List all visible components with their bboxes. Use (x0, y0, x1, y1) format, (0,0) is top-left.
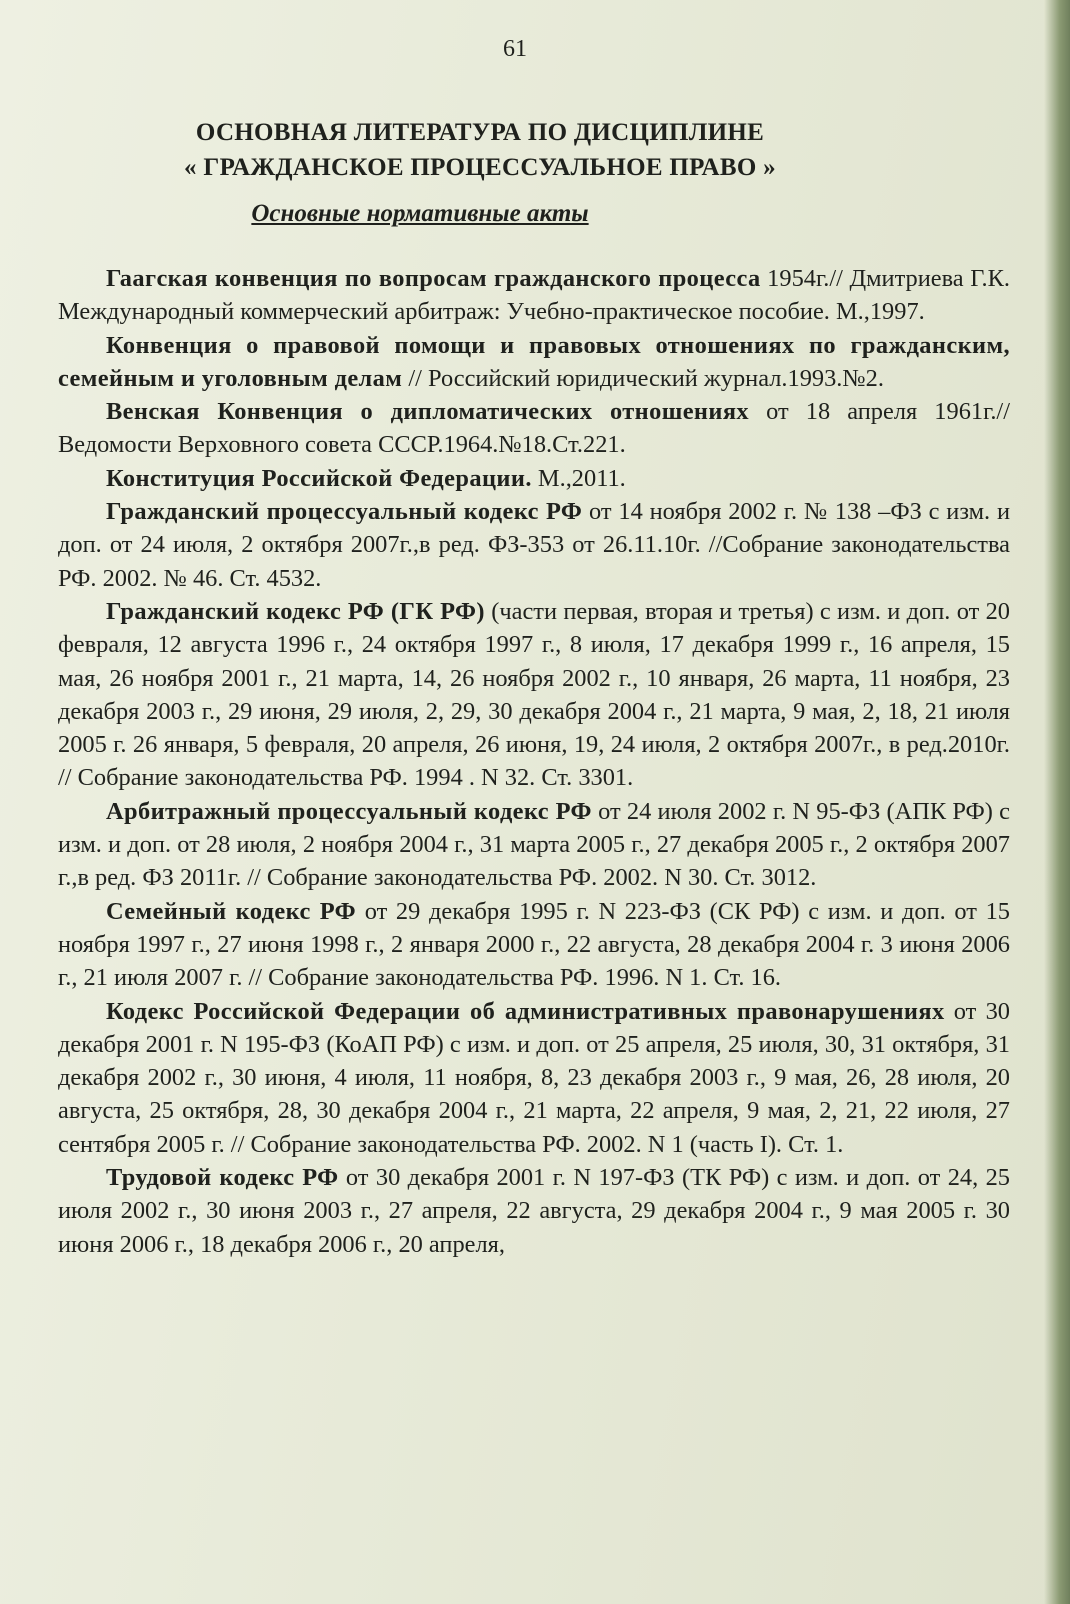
reference-details: М.,2011. (531, 464, 626, 492)
reference-details: от 24 июля 2002 г. N 95-ФЗ (АПК РФ) с изм. и доп. от 28 июля, 2 ноября 2004 г., 31 марта 2005 г., 27 декабря 2005 г., 2 октября 2007 г.,в ред. ФЗ 2011г. // Собрание законодательства РФ. 2002. N 30. Ст. 3012. (58, 797, 1011, 892)
reference-entry (58, 495, 1010, 595)
reference-entry (58, 895, 1010, 995)
reference-title: Трудовой кодекс РФ (106, 1164, 339, 1192)
references-list (58, 262, 1010, 1261)
section-heading: Основные нормативные акты (251, 200, 589, 227)
reference-title: Конвенция о правовой помощи и правовых отношениях по гражданским, семейным и уголовным делам (58, 331, 1010, 392)
reference-entry (58, 462, 1010, 495)
reference-details: от 18 апреля 1961г.// Ведомости Верховного совета СССР.1964.№18.Ст.221. (58, 398, 1010, 459)
page-title (110, 115, 850, 185)
reference-entry (58, 595, 1010, 795)
reference-entry (58, 395, 1010, 462)
reference-entry (58, 262, 1010, 329)
reference-title: Гражданский процессуальный кодекс РФ (106, 498, 583, 526)
reference-entry (58, 795, 1010, 895)
reference-entry (58, 995, 1010, 1161)
reference-details: от 30 декабря 2001 г. N 197-ФЗ (ТК РФ) с изм. и доп. от 24, 25 июля 2002 г., 30 июня 2003 г., 27 апреля, 22 августа, 29 декабря 2004 г., 9 мая 2005 г. 30 июня 2006 г., 18 декабря 2006 г., 20 апреля, (58, 1164, 1011, 1258)
page-title-line-1: ОСНОВНАЯ ЛИТЕРАТУРА ПО ДИСЦИПЛИНЕ (195, 119, 765, 146)
page-number: 61 (503, 36, 527, 62)
reference-title: Арбитражный процессуальный кодекс РФ (106, 797, 592, 825)
reference-title: Венская Конвенция о дипломатических отношениях (106, 398, 750, 426)
reference-title: Кодекс Российской Федерации об административных правонарушениях (106, 997, 945, 1025)
reference-title: Семейный кодекс РФ (106, 897, 357, 925)
reference-entry (58, 1161, 1010, 1261)
page-edge-shadow (1044, 0, 1070, 1604)
reference-title: Гаагская конвенция по вопросам гражданского процесса (106, 265, 761, 292)
reference-details: от 30 декабря 2001 г. N 195-ФЗ (КоАП РФ) с изм. и доп. от 25 апреля, 25 июля, 30, 31 октября, 31 декабря 2002 г., 30 июня, 4 июля, 11 ноября, 8, 23 декабря 2003 г., 9 мая, 26, 28 июля, 20 августа, 25 октября, 28, 30 декабря 2004 г., 21 марта, 22 апреля, 9 мая, 2, 21, 22 июля, 27 сентября 2005 г. // Собрание законодательства РФ. 2002. N 1 (часть I). Ст. 1. (58, 997, 1010, 1158)
reference-entry (58, 329, 1010, 396)
reference-details: от 29 декабря 1995 г. N 223-ФЗ (СК РФ) с изм. и доп. от 15 ноября 1997 г., 27 июня 1998 г., 2 января 2000 г., 22 августа, 28 декабря 2004 г. 3 июня 2006 г., 21 июля 2007 г. // Собрание законодательства РФ. 1996. N 1. Ст. 16. (58, 897, 1011, 992)
reference-title: Гражданский кодекс РФ (ГК РФ) (106, 597, 485, 625)
page-title-line-2: « ГРАЖДАНСКОЕ ПРОЦЕССУАЛЬНОЕ ПРАВО » (184, 154, 776, 181)
reference-details: (части первая, вторая и третья) с изм. и доп. от 20 февраля, 12 августа 1996 г., 24 октября 1997 г., 8 июля, 17 декабря 1999 г., 16 апреля, 15 мая, 26 ноября 2001 г., 21 марта, 14, 26 ноября 2002 г., 10 января, 26 марта, 11 ноября, 23 декабря 2003 г., 29 июня, 29 июля, 2, 29, 30 декабря 2004 г., 21 марта, 9 мая, 2, 18, 21 июля 2005 г. 26 января, 5 февраля, 20 апреля, 26 июня, 19, 24 июля, 2 октября 2007г., в ред.2010г. // Собрание законодательства РФ. 1994 . N 32. Ст. 3301. (58, 597, 1010, 792)
reference-details: 1954г.// Дмитриева Г.К. Международный коммерческий арбитраж: Учебно-практическое пособие. М.,1997. (58, 265, 1011, 326)
reference-details: // Российский юридический журнал.1993.№2. (402, 364, 884, 392)
reference-details: от 14 ноября 2002 г. № 138 –ФЗ с изм. и доп. от 24 июля, 2 октября 2007г.,в ред. ФЗ-353 от 26.11.10г. //Собрание законодательства РФ. 2002. № 46. Ст. 4532. (58, 498, 1010, 592)
reference-title: Конституция Российской Федерации. (106, 464, 532, 492)
